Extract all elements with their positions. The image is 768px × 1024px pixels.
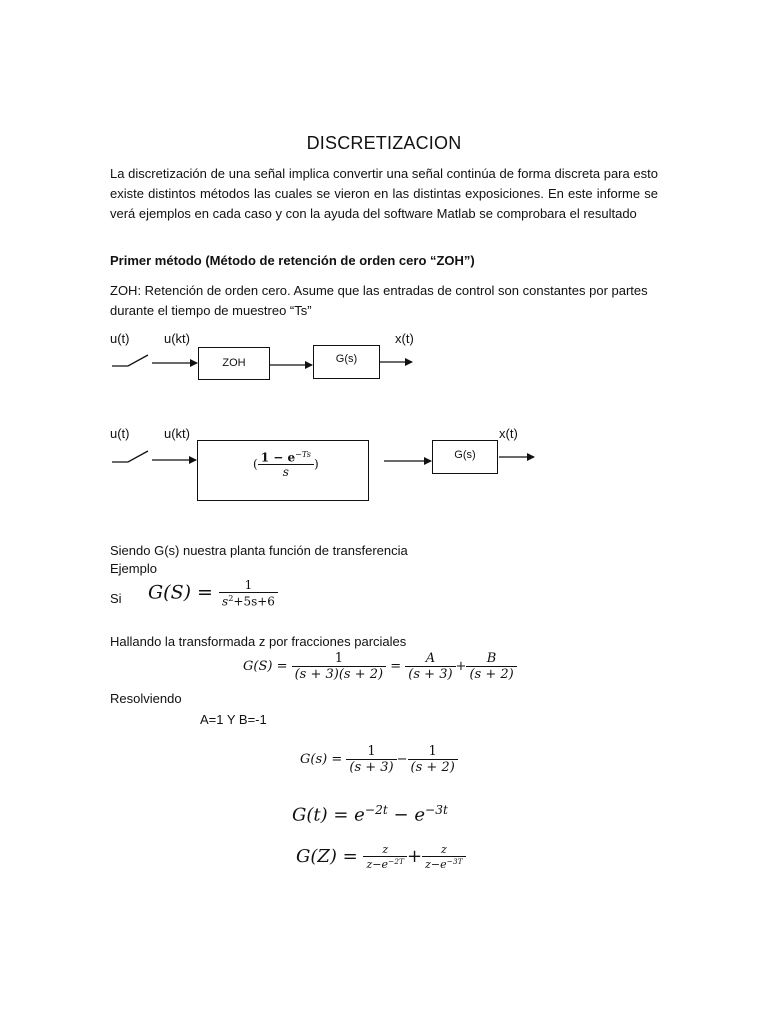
diagram1-plant-label: G(s)	[335, 353, 358, 365]
equation-gs-expanded: G(s) = $\frac{1}{(s + 3)}$ − $\frac{1}{(s + 2)}$	[300, 744, 458, 775]
diagram2-plant-label: G(s)	[454, 449, 476, 461]
diagram1-label-ukt: u(kt)	[164, 331, 190, 346]
transfer-function-block	[197, 440, 369, 501]
diagram2-label-ut: u(t)	[110, 426, 130, 441]
intro-paragraph: La discretización de una señal implica convertir una señal continúa de forma discreta para esto existe distintos métodos las cuales se vieron en las distintas exposiciones. En este informe se verá ejemplos en cada caso y con la ayuda del software Matlab se comprobara el resultado	[110, 166, 658, 221]
method-heading: Primer método (Método de retención de orden cero “ZOH”)	[110, 253, 475, 268]
zoh-description: ZOH: Retención de orden cero. Asume que las entradas de control son constantes por partes durante el tiempo de muestreo “Ts”	[110, 283, 648, 318]
equation-gz: G(Z) = $\frac{z}{z-e^{-2T}}$ + $\frac{z}{z-e^{-3T}}$	[296, 843, 466, 871]
equation-partial-fractions: G(S) = $\frac{1}{(s + 3)(s + 2)}$ = $\frac{A}{(s + 3)}$ + $\frac{B}{(s + 2)}$	[243, 651, 517, 682]
plant-statement: Siendo G(s) nuestra planta función de transferencia	[110, 543, 408, 558]
diagram1-label-xt: x(t)	[395, 331, 414, 346]
equation-gt: $G(t) = e^{-2t} - e^{-3t}$	[292, 803, 448, 826]
diagram2-switch	[112, 451, 148, 462]
zoh-block	[198, 347, 270, 380]
diagram2-label-ukt: u(kt)	[164, 426, 190, 441]
resolving-label: Resolviendo	[110, 691, 182, 706]
zoh-block-label: ZOH	[222, 357, 246, 369]
si-label: Si	[110, 591, 122, 606]
example-label: Ejemplo	[110, 561, 157, 576]
partial-fractions-statement: Hallando la transformada z por fracciones parciales	[110, 634, 407, 649]
diagram1-switch	[112, 355, 148, 366]
diagram2-label-xt: x(t)	[499, 426, 518, 441]
zoh-transfer-function: ( $\frac{1 - e^{-Ts}}{s}$ )	[253, 449, 319, 480]
equation-plant-gs: G(S) = $\frac{1}{s^2+5s+6}$	[148, 578, 278, 608]
document-title: DISCRETIZACION	[306, 133, 462, 153]
diagram1-plant-block	[313, 345, 380, 379]
diagram2-plant-block	[432, 440, 498, 474]
diagram1-label-ut: u(t)	[110, 331, 130, 346]
coefficient-values: A=1 Y B=-1	[200, 712, 267, 727]
